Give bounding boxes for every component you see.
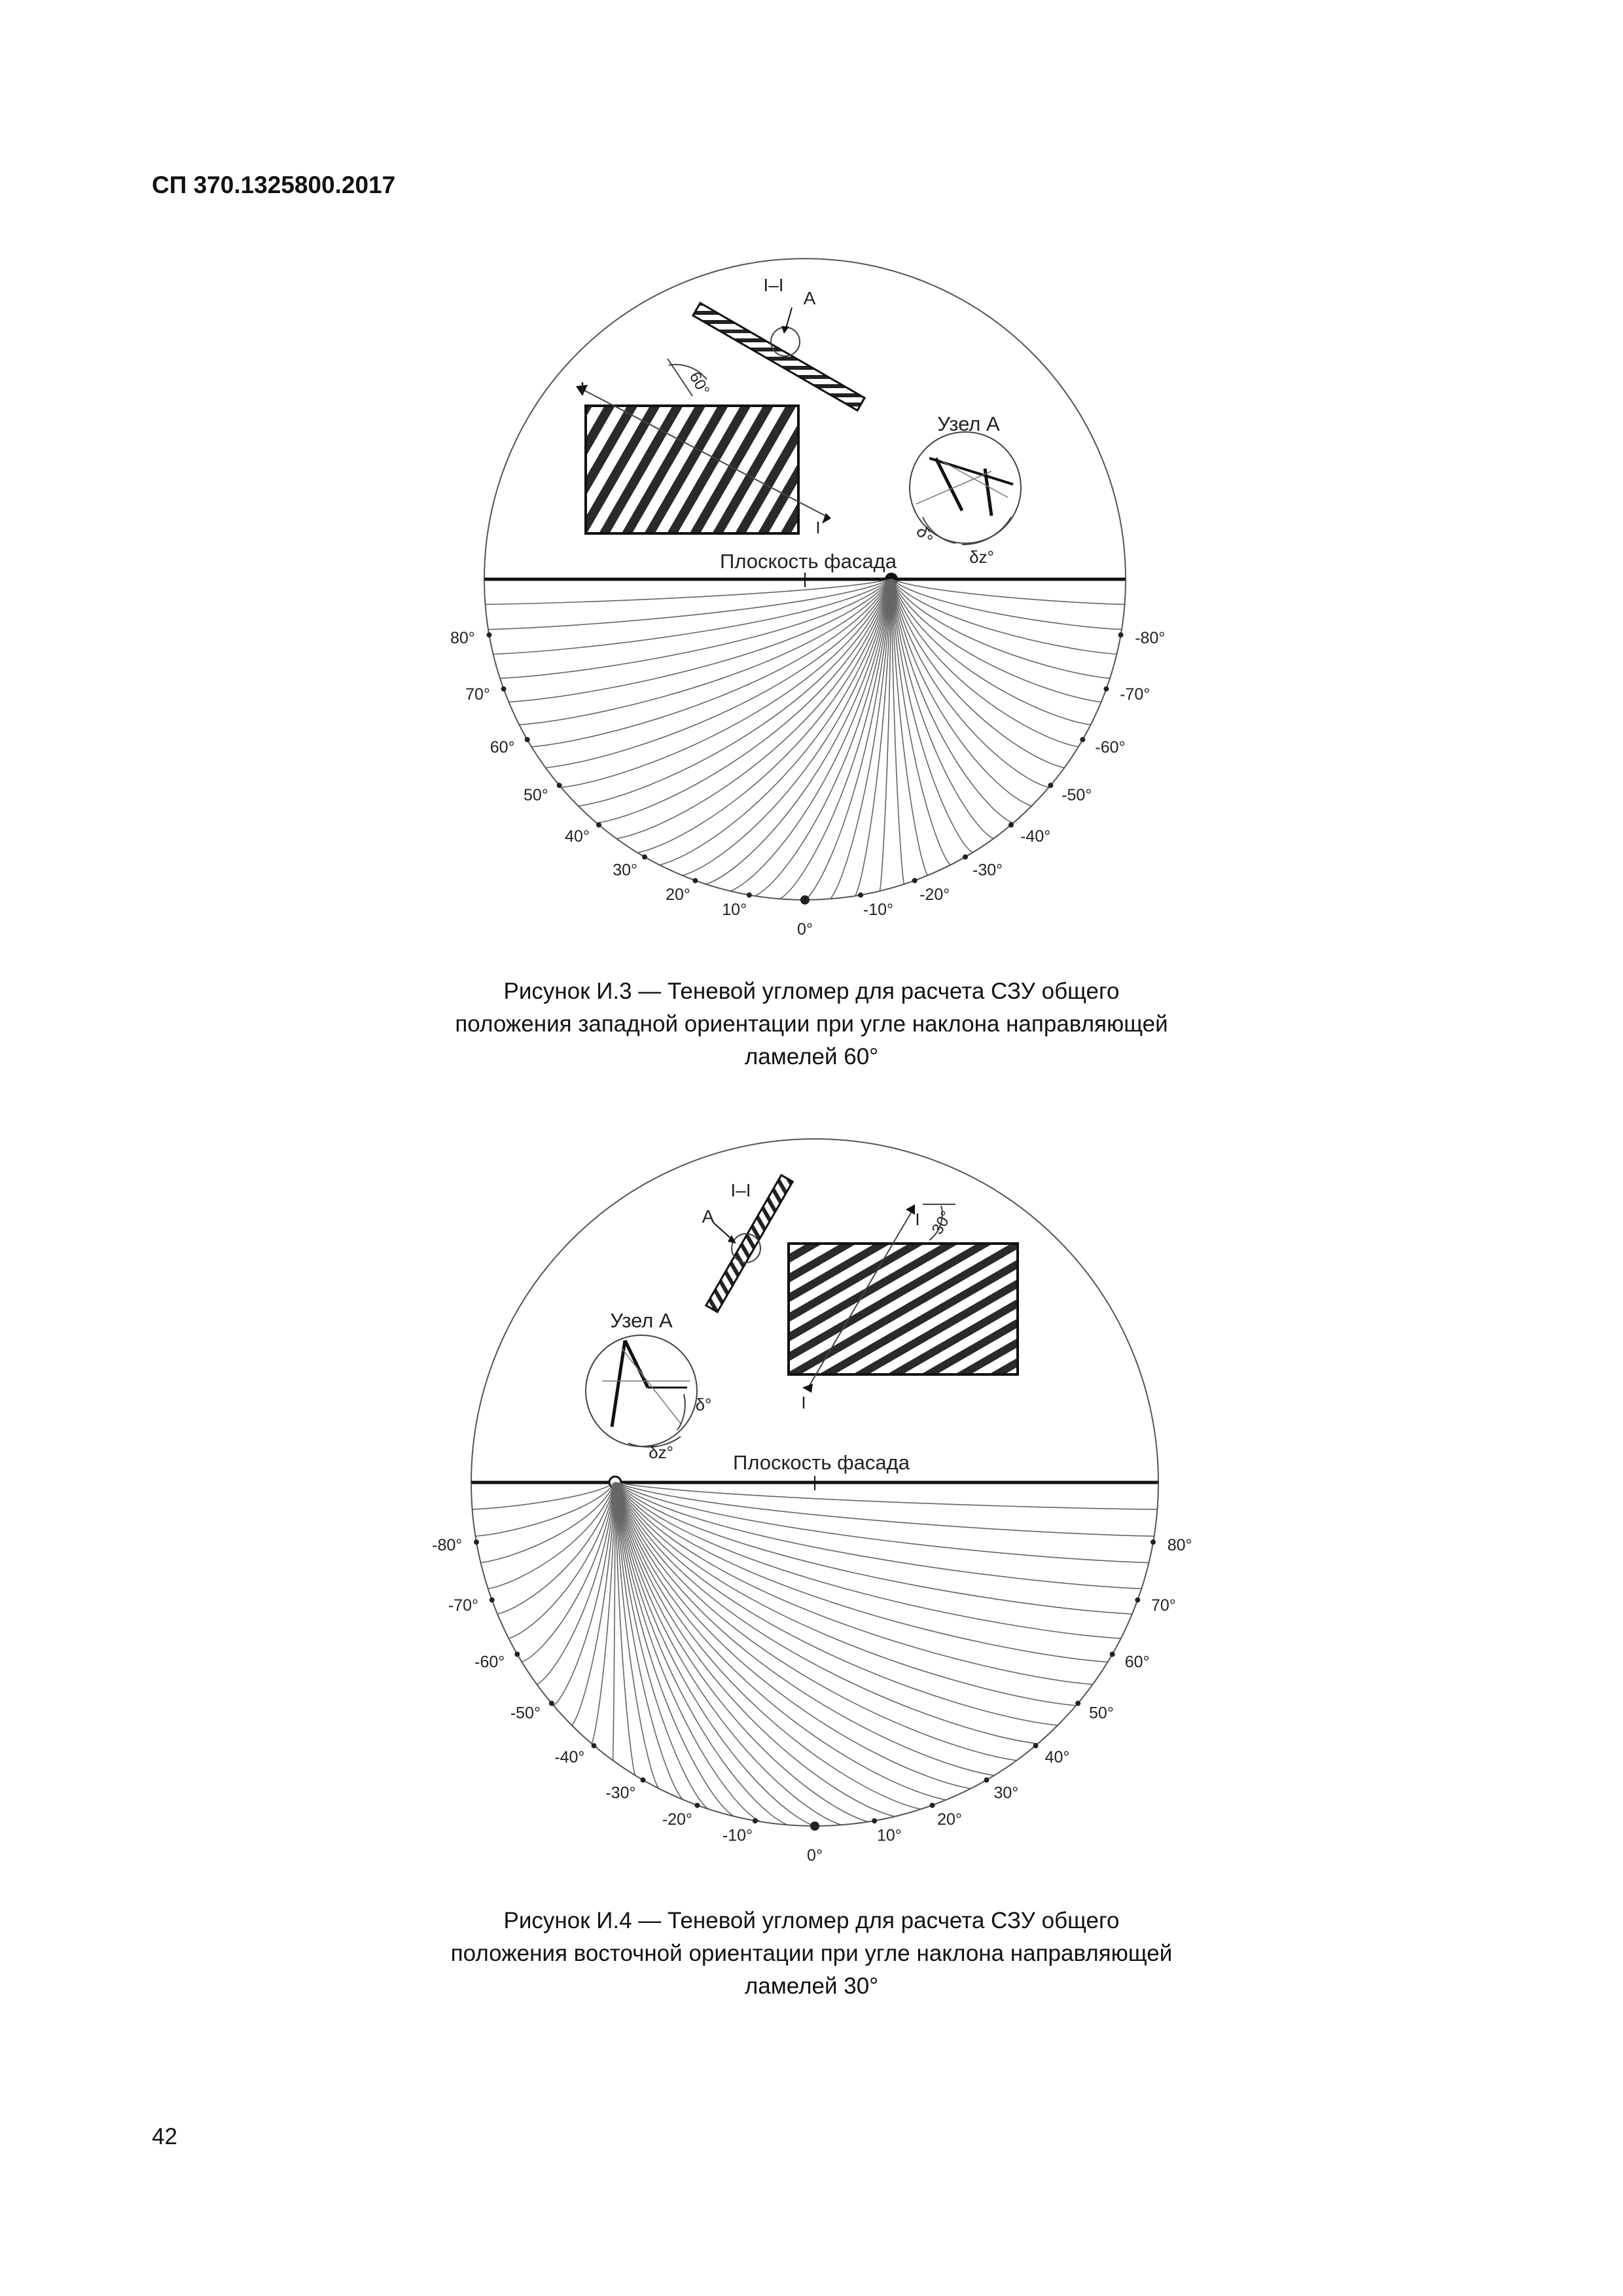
protractor-ray bbox=[572, 1482, 615, 1725]
scale-label: 20° bbox=[937, 1810, 962, 1829]
node-a-label: Узел А bbox=[937, 412, 1000, 435]
protractor-ray bbox=[615, 1482, 994, 1776]
scale-label: 60° bbox=[1124, 1653, 1150, 1672]
scale-label: -60° bbox=[1095, 738, 1126, 757]
scale-tick bbox=[1048, 783, 1053, 788]
protractor-ray bbox=[755, 579, 891, 896]
scale-tick bbox=[1080, 737, 1085, 742]
scale-tick bbox=[858, 893, 863, 898]
scale-label: 60° bbox=[490, 738, 515, 757]
slat-section bbox=[693, 303, 865, 410]
protractor-ray bbox=[615, 1482, 683, 1800]
section-label: I–I bbox=[730, 1180, 751, 1200]
scale-tick bbox=[486, 632, 491, 637]
scale-tick bbox=[592, 1743, 597, 1748]
scale-label: -30° bbox=[972, 861, 1003, 880]
protractor-ray bbox=[891, 579, 1110, 678]
caption-line: ламелей 60° bbox=[744, 1044, 879, 1069]
protractor-ray bbox=[615, 1482, 1038, 1744]
scale-tick bbox=[1135, 1598, 1140, 1603]
protractor-ray bbox=[891, 579, 928, 876]
protractor-ray bbox=[497, 1482, 615, 1614]
scale-label: 50° bbox=[523, 786, 548, 805]
page-number: 42 bbox=[152, 2124, 177, 2149]
protractor-ray bbox=[493, 579, 891, 654]
scale-tick bbox=[596, 822, 601, 827]
scale-tick bbox=[525, 737, 530, 742]
window-opening-hatched bbox=[586, 406, 798, 533]
scale-tick bbox=[692, 878, 698, 883]
scale-label: -50° bbox=[510, 1704, 541, 1723]
scale-label: 40° bbox=[565, 827, 590, 846]
scale-tick bbox=[1008, 822, 1014, 827]
scale-label: -30° bbox=[605, 1784, 636, 1803]
scale-tick bbox=[1118, 632, 1124, 637]
scale-ticks bbox=[486, 632, 1126, 905]
protractor-ray bbox=[615, 1482, 946, 1800]
scale-tick bbox=[1103, 687, 1109, 692]
protractor-ray bbox=[508, 579, 891, 702]
scale-tick bbox=[490, 1598, 495, 1603]
section-marker-start: I bbox=[580, 378, 585, 398]
scale-label: -40° bbox=[554, 1748, 585, 1767]
shadow-protractor-figure-west bbox=[0, 236, 1623, 939]
node-a-label: Узел А bbox=[610, 1309, 673, 1332]
caption-line: Рисунок И.4 — Теневой угломер для расчета СЗУ общего bbox=[503, 1908, 1120, 1933]
detail-letter: А bbox=[803, 288, 816, 308]
scale-tick bbox=[557, 783, 562, 788]
scale-label: 70° bbox=[465, 685, 490, 704]
scale-label: -20° bbox=[919, 886, 950, 905]
scale-label: -70° bbox=[448, 1596, 478, 1615]
protractor-rays bbox=[484, 579, 1126, 900]
scale-label: 10° bbox=[876, 1826, 902, 1845]
scale-label: 80° bbox=[450, 628, 475, 647]
scale-label: 70° bbox=[1151, 1596, 1176, 1615]
protractor-ray bbox=[891, 579, 993, 838]
scale-label: -70° bbox=[1120, 685, 1150, 704]
protractor-ray bbox=[486, 579, 891, 604]
facade-plane-label: Плоскость фасада bbox=[720, 550, 897, 573]
scale-label: 20° bbox=[666, 886, 690, 905]
protractor-ray bbox=[891, 579, 1049, 787]
scale-tick bbox=[1033, 1743, 1038, 1748]
scale-tick bbox=[641, 1778, 646, 1783]
scale-tick bbox=[514, 1652, 520, 1657]
protractor-ray bbox=[615, 1482, 895, 1816]
protractor-ray bbox=[473, 1482, 615, 1509]
caption-line: положения западной ориентации при угле наклона направляющей bbox=[455, 1011, 1168, 1037]
scale-tick bbox=[1110, 1652, 1115, 1657]
section-label: I–I bbox=[763, 275, 784, 295]
protractor-ray bbox=[615, 1482, 921, 1809]
scale-label: -50° bbox=[1061, 786, 1092, 805]
caption-line: Рисунок И.3 — Теневой угломер для расчета СЗУ общего bbox=[503, 978, 1120, 1004]
scale-label: 30° bbox=[613, 861, 637, 880]
scale-tick bbox=[984, 1778, 990, 1783]
scale-tick bbox=[912, 878, 918, 883]
scale-label: 30° bbox=[993, 1784, 1019, 1803]
shadow-protractor-figure-east bbox=[0, 1126, 1623, 1865]
scale-tick bbox=[1150, 1539, 1156, 1545]
figure-i3-caption bbox=[288, 975, 1335, 1073]
protractor-ray bbox=[519, 579, 891, 725]
protractor-ray bbox=[561, 579, 891, 787]
scale-tick bbox=[810, 1821, 819, 1831]
delta-angle-label: δ° bbox=[912, 523, 938, 547]
section-marker-start: I bbox=[915, 1210, 920, 1229]
delta-angle-label: δ° bbox=[695, 1395, 712, 1414]
protractor-outline bbox=[471, 1139, 1158, 1490]
protractor-ray bbox=[615, 1482, 1149, 1563]
node-detail-circle bbox=[586, 1335, 697, 1446]
protractor-ray bbox=[660, 579, 891, 865]
delta-z-angle-label: δz° bbox=[649, 1443, 673, 1462]
scale-label: 0° bbox=[807, 1846, 823, 1865]
scale-label: -80° bbox=[432, 1535, 463, 1554]
protractor-ray bbox=[615, 1482, 1132, 1614]
scale-tick bbox=[694, 1803, 700, 1808]
protractor-ray bbox=[488, 1482, 615, 1588]
facade-plane-label: Плоскость фасада bbox=[733, 1451, 910, 1474]
scale-tick bbox=[1075, 1700, 1080, 1706]
document-code: СП 370.1325800.2017 bbox=[152, 171, 396, 198]
scale-label: -10° bbox=[722, 1826, 753, 1845]
protractor-rays bbox=[471, 1482, 1158, 1826]
protractor-ray bbox=[615, 1482, 788, 1825]
scale-label: 10° bbox=[722, 901, 747, 920]
left-scale-labels bbox=[450, 629, 813, 939]
scale-label: -40° bbox=[1020, 827, 1051, 846]
scale-label: -10° bbox=[863, 901, 894, 920]
scale-label: 40° bbox=[1044, 1748, 1070, 1767]
protractor-ray bbox=[891, 579, 1124, 604]
scale-label: -20° bbox=[662, 1810, 692, 1829]
section-marker-end: I bbox=[801, 1393, 806, 1412]
scale-label: -60° bbox=[474, 1653, 505, 1672]
protractor-ray bbox=[597, 579, 891, 823]
scale-label: -80° bbox=[1135, 628, 1166, 647]
scale-tick bbox=[872, 1818, 877, 1823]
slat-angle-label: 60° bbox=[685, 368, 713, 399]
scale-tick bbox=[642, 854, 647, 859]
scale-ticks bbox=[474, 1539, 1156, 1831]
detail-letter: А bbox=[702, 1206, 715, 1227]
protractor-ray bbox=[891, 579, 950, 865]
scale-tick bbox=[549, 1700, 554, 1706]
scale-tick bbox=[501, 687, 507, 692]
scale-label: 0° bbox=[797, 920, 813, 939]
protractor-ray bbox=[508, 1482, 615, 1638]
protractor-ray bbox=[891, 579, 1101, 702]
protractor-ray bbox=[682, 579, 891, 876]
protractor-ray bbox=[481, 1482, 615, 1563]
scale-tick bbox=[930, 1803, 935, 1808]
scale-tick bbox=[474, 1539, 479, 1545]
figure-i4-caption bbox=[288, 1905, 1335, 2003]
slat-angle-label: 30° bbox=[928, 1208, 956, 1238]
protractor-ray bbox=[615, 1482, 1108, 1662]
protractor-ray bbox=[891, 579, 1031, 806]
protractor-ray bbox=[546, 579, 891, 768]
scale-tick bbox=[753, 1818, 758, 1823]
delta-z-angle-label: δz° bbox=[969, 547, 994, 567]
section-marker-end: I bbox=[815, 518, 821, 537]
scale-label: 80° bbox=[1167, 1535, 1192, 1554]
caption-line: положения восточной ориентации при угле наклона направляющей bbox=[450, 1941, 1173, 1966]
caption-line: ламелей 30° bbox=[744, 1973, 879, 1999]
window-opening-hatched bbox=[789, 1244, 1018, 1374]
left-scale-labels bbox=[432, 1536, 823, 1865]
right-scale-labels bbox=[877, 1536, 1192, 1845]
scale-tick bbox=[963, 854, 968, 859]
protractor-ray bbox=[615, 1482, 1157, 1509]
scale-label: 50° bbox=[1089, 1704, 1114, 1723]
protractor-ray bbox=[522, 1482, 615, 1662]
scale-tick bbox=[747, 893, 752, 898]
scale-tick bbox=[800, 895, 810, 905]
